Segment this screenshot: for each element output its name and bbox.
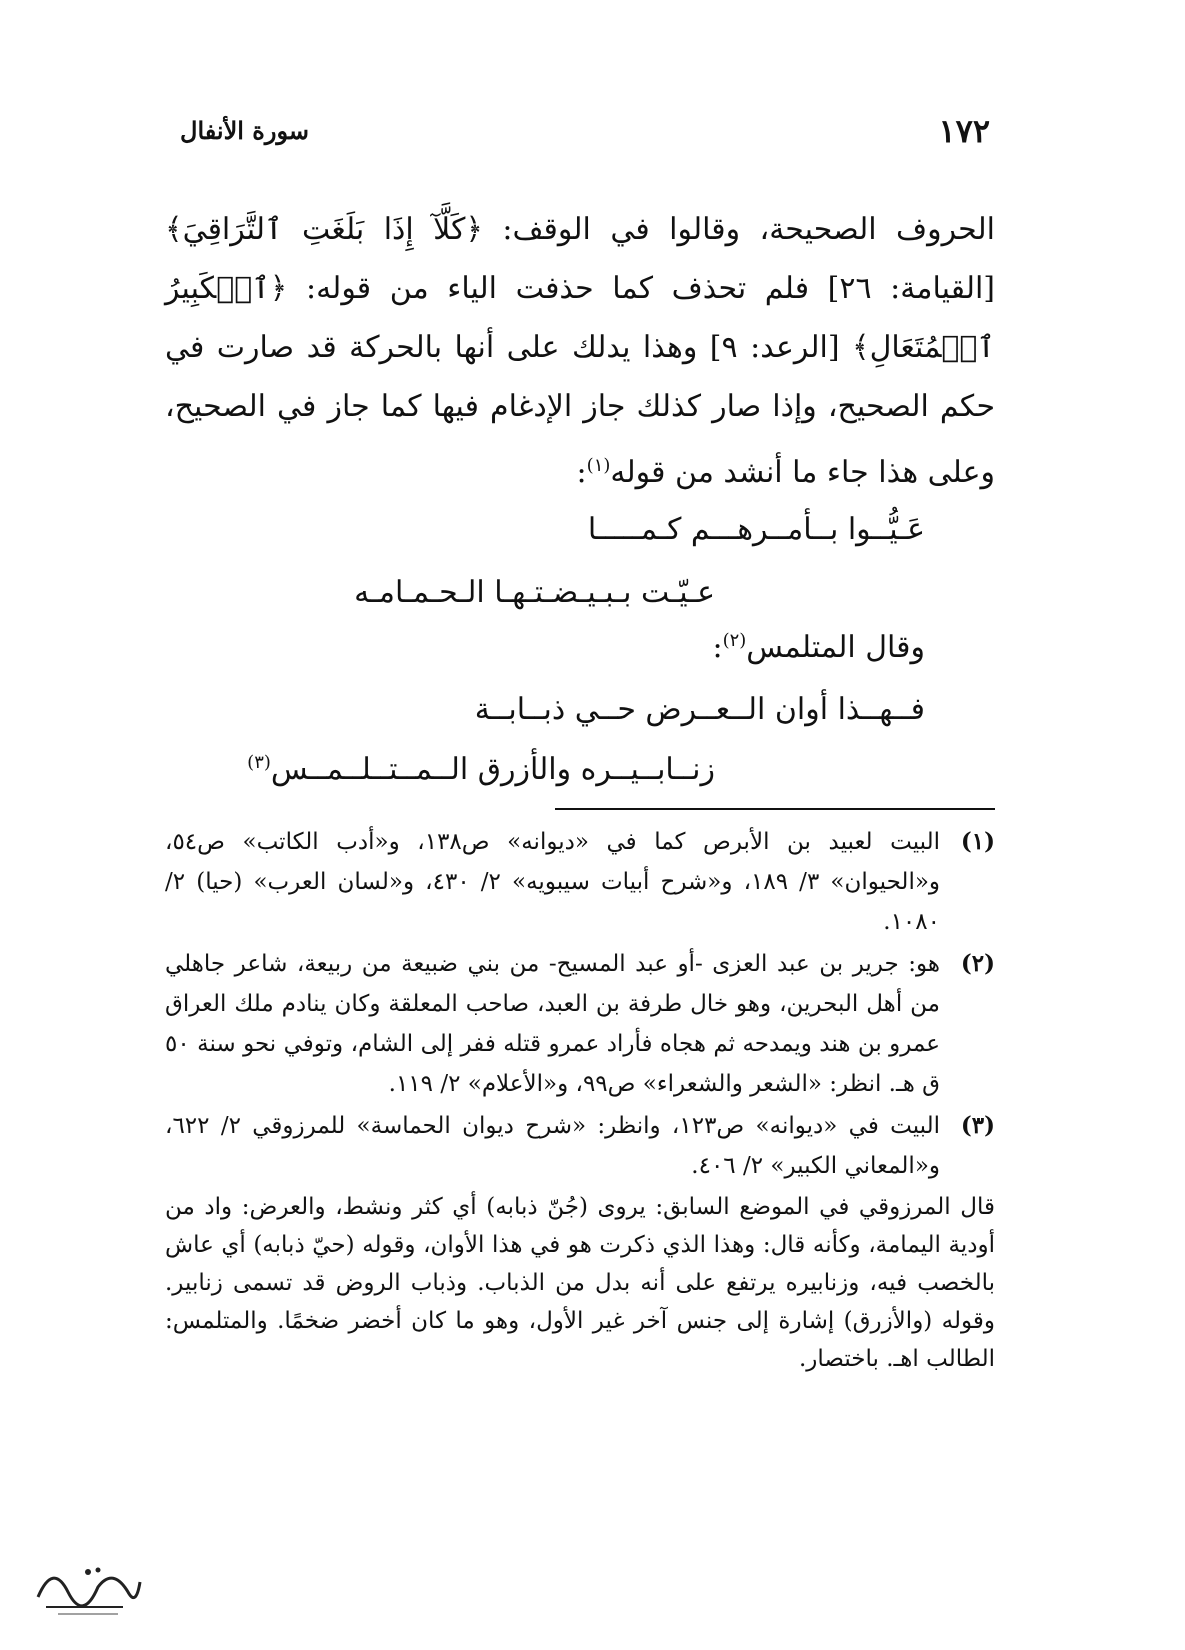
- footnote-3: [165, 1106, 995, 1186]
- footnote-ref-2: (٢): [722, 630, 747, 651]
- surah-title: سورة الأنفال: [180, 116, 309, 145]
- footnote-text: هو: جرير بن عبد العزى -أو عبد المسيح- من بني ضبيعة من ربيعة، شاعر جاهلي من أهل البحرين، وهو خال طرفة بن العبد، صاحب المعلقة وكان ينادم ملك العراق عمرو بن هند ويمدحه ثم هجاه فأراد عمرو قتله ففر إلى الشام، وتوفي نحو سنة ٥٠ ق هـ. انظر: «الشعر والشعراء» ص٩٩، و«الأعلام» ٢/ ١١٩.: [165, 951, 940, 1097]
- footnote-text: البيت في «ديوانه» ص١٢٣، وانظر: «شرح ديوان الحماسة» للمرزوقي ٢/ ٦٢٢، و«المعاني الكبير» ٢/ ٤٠٦.: [165, 1113, 940, 1179]
- poem2-line2: [115, 752, 715, 787]
- page-header: [180, 112, 990, 160]
- footnote-number: (١): [960, 828, 995, 855]
- footnote-1: [165, 822, 995, 942]
- poem2-intro-end: :: [712, 630, 723, 665]
- publisher-stamp-logo: [28, 1552, 148, 1622]
- footnote-divider: [555, 808, 995, 810]
- poem2-intro-text: وقال المتلمس: [746, 630, 925, 665]
- footnote-number: (٣): [960, 1112, 995, 1139]
- poem2-line2-text: زنــابــيــره والأزرق الــمــتــلــمــس: [270, 752, 715, 787]
- main-paragraph-text: الحروف الصحيحة، وقالوا في الوقف: ﴿كَلَّآ إِذَا بَلَغَتِ ٱلتَّرَاقِيَ﴾ [القيامة: ٢٦] فلم تحذف كما حذفت الياء من قوله: ﴿ٱلۡكَبِيرُ ٱلۡمُتَعَالِ﴾ [الرعد: ٩] وهذا يدلك على أنها بالحركة قد صارت في حكم الصحيح، وإذا صار كذلك جاز الإدغام فيها كما جاز في الصحيح، وعلى هذا جاء ما أنشد من قوله: [165, 212, 996, 490]
- poem1-line2: عـيّـت بـبـيـضـتـهـا الـحـمـامـه: [354, 575, 715, 610]
- main-paragraph: [165, 200, 995, 502]
- footnote-ref-3: (٣): [247, 752, 271, 773]
- footnote-ref-1: (١): [586, 455, 611, 476]
- poem2-intro: [712, 630, 925, 665]
- footnotes: [165, 822, 995, 1401]
- page-number: ١٧٢: [938, 112, 990, 150]
- poem1-line1: عَـيُّــوا بــأمــرهـــم كـمـــــا: [587, 512, 925, 547]
- main-paragraph-end: :: [576, 455, 587, 490]
- poem2-line1: فــهــذا أوان الــعــرض حــي ذبــابــة: [474, 692, 925, 727]
- footnote-comment: قال المرزوقي في الموضع السابق: يروى (جُنّ ذبابه) أي كثر ونشط، والعرض: واد من أودية اليمامة، وكأنه قال: وهذا الذي ذكرت هو في هذا الأوان، وقوله (حيّ ذبابه) أي عاش بالخصب فيه، وزنابيره يرتفع على أنه بدل من الذباب. وذباب الروض قد تسمى زنابير. وقوله (والأزرق) إشارة إلى جنس آخر غير الأول، وهو ما كان أخضر ضخمًا. والمتلمس: الطالب اهـ. باختصار.: [165, 1194, 995, 1372]
- footnote-text: البيت لعبيد بن الأبرص كما في «ديوانه» ص١٣٨، و«أدب الكاتب» ص٥٤، و«الحيوان» ٣/ ١٨٩، و«شرح أبيات سيبويه» ٢/ ٤٣٠، و«لسان العرب» (حيا) ٢/ ١٠٨٠.: [165, 829, 941, 935]
- footnote-2: [165, 944, 995, 1104]
- footnote-number: (٢): [960, 950, 995, 977]
